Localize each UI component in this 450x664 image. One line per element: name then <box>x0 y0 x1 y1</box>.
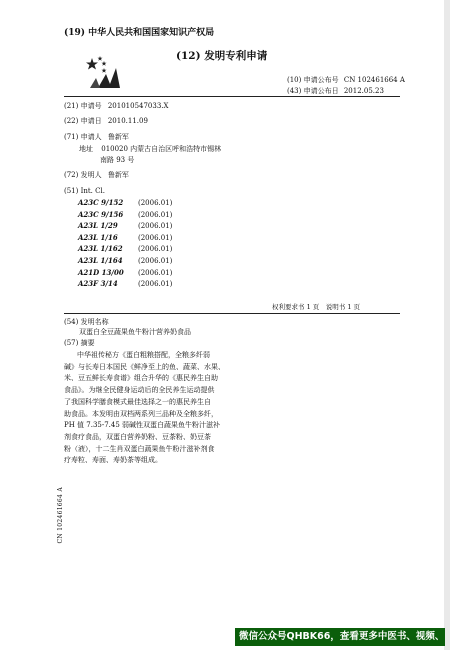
pub-date-row <box>287 87 384 96</box>
ipc-item <box>78 221 172 233</box>
pub-number-row <box>287 76 405 85</box>
abstract-body <box>64 350 254 467</box>
abstract-line: 疗寿粒、寿面、寿奶茶等组成。 <box>64 456 162 465</box>
ipc-code: A23L 1/16 <box>78 232 118 242</box>
app-number-value: 201010547033.X <box>107 102 169 110</box>
abstract-line: 中华祖传秘方《蛋白粗粮搭配，全粮多纤弱 <box>77 351 210 359</box>
inventor-value: 鲁新军 <box>107 171 129 179</box>
app-number-label: (21) 申请号 <box>64 102 102 110</box>
ipc-item <box>78 210 172 222</box>
ipc-code: A23C 9/152 <box>78 198 124 207</box>
abstract-line: 了我国科学膳食模式最佳选择之一的惠民养生自 <box>64 397 211 406</box>
inventor-label: (72) 发明人 <box>64 171 102 179</box>
ipc-item <box>78 268 172 280</box>
ipc-version: (2006.01) <box>138 199 173 207</box>
app-date-row <box>64 117 148 126</box>
ipc-version: (2006.01) <box>138 210 173 219</box>
pub-date-label: (43) 申请公布日 <box>287 87 339 95</box>
title-label: (54) 发明名称 <box>64 318 109 326</box>
ipc-version: (2006.01) <box>138 245 173 254</box>
app-number-row <box>64 102 169 111</box>
applicant-row <box>64 133 129 142</box>
ipc-item <box>78 198 172 210</box>
ipc-item <box>78 233 172 245</box>
mid-divider <box>64 313 400 314</box>
ipc-code: A23F 3/14 <box>78 279 118 289</box>
applicant-label: (71) 申请人 <box>64 133 102 141</box>
document-type: (12) 发明专利申请 <box>176 50 268 62</box>
inventor-row <box>64 171 129 180</box>
abstract-line: PH 值 7.35-7.45 弱碱性双蛋白蔬果鱼牛粉汁滋补 <box>64 421 221 430</box>
cnipa-logo-icon <box>86 54 122 90</box>
page-edge <box>444 0 450 650</box>
header-divider <box>64 96 400 97</box>
ipc-code: A23L 1/29 <box>78 221 118 231</box>
address-line1: 010020 内蒙古自治区呼和浩特市锡林 <box>101 145 222 153</box>
side-code-text: CN 102461664 A <box>57 487 64 544</box>
abstract-line: 剂食疗食品，双蛋白营养奶粉、豆茶粉、奶豆茶 <box>64 432 211 441</box>
authority-header: (19) 中华人民共和国国家知识产权局 <box>64 28 215 38</box>
ipc-item <box>78 244 172 256</box>
address-row <box>79 145 221 154</box>
watermark-banner: 微信公众号QHBK66，查看更多中医书、视频、音频 <box>235 628 445 646</box>
ipc-code: A23L 1/164 <box>78 255 123 265</box>
ipc-version: (2006.01) <box>138 222 173 231</box>
ipc-label: (51) Int. Cl. <box>64 187 105 195</box>
page-count: 权利要求书 1 页 说明书 1 页 <box>272 303 361 311</box>
address-line2: 南路 93 号 <box>100 156 135 164</box>
abstract-line: 食品》。为继全民健身运动后的全民养生运动提供 <box>64 386 215 395</box>
abstract-line: 米、豆五鲜长寿食谱》组合升华的《惠民养生自助 <box>64 374 218 383</box>
ipc-code: A23C 9/156 <box>78 209 124 219</box>
ipc-version: (2006.01) <box>138 280 173 289</box>
ipc-version: (2006.01) <box>138 268 173 277</box>
applicant-value: 鲁新军 <box>107 133 129 141</box>
invention-title: 双蛋白全豆蔬果鱼牛粉汁营养奶食品 <box>79 328 191 336</box>
ipc-code: A21D 13/00 <box>78 267 124 277</box>
abstract-line: 粉（液），十二生肖双蛋白蔬果鱼牛粉汁滋补剂食 <box>64 444 215 453</box>
pub-number-value: CN 102461664 A <box>343 76 405 84</box>
app-date-value: 2010.11.09 <box>107 117 148 125</box>
app-date-label: (22) 申请日 <box>64 117 102 125</box>
abstract-label: (57) 摘要 <box>64 339 95 347</box>
abstract-line: 碱》与长寿日本国民《鲜净至上的鱼、蔬菜、水果、 <box>64 362 225 371</box>
ipc-code: A23L 1/162 <box>78 244 123 254</box>
ipc-list <box>78 198 172 291</box>
pub-number-label: (10) 申请公布号 <box>287 76 339 84</box>
address-label: 地址 <box>79 145 93 153</box>
ipc-item <box>78 256 172 268</box>
ipc-version: (2006.01) <box>138 233 173 242</box>
abstract-line: 助食品。本发明由双档两系列三品种及全粮多纤， <box>64 409 218 418</box>
pub-date-value: 2012.05.23 <box>343 87 384 95</box>
side-publication-code <box>57 487 65 547</box>
ipc-item <box>78 279 172 291</box>
ipc-version: (2006.01) <box>138 256 173 265</box>
